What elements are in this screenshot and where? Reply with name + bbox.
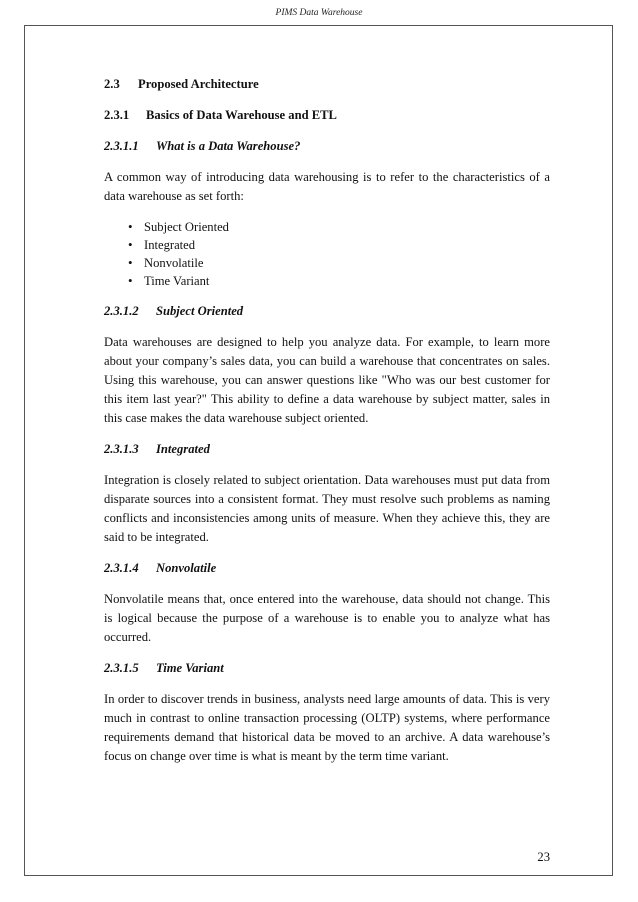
characteristics-list (104, 218, 550, 290)
section-heading-2-3-1-2 (104, 302, 550, 321)
section-title: Integrated (156, 442, 210, 456)
section-number: 2.3.1 (104, 108, 130, 122)
paragraph-subject-oriented: Data warehouses are designed to help you analyze data. For example, to learn more about your company’s sales data, you can build a warehouse that concentrates on sales. Using this warehouse, you can answer questions like "Who was our best customer for this item last year?" This ability to define a data warehouse by subject matter, sales in this case makes the data warehouse subject oriented. (104, 335, 550, 425)
paragraph-what-is-dw: A common way of introducing data warehousing is to refer to the characteristics of a data warehouse as set forth: (104, 170, 550, 203)
section-heading-2-3-1-4 (104, 559, 550, 578)
section-number: 2.3.1.1 (104, 139, 139, 153)
paragraph-integrated: Integration is closely related to subject orientation. Data warehouses must put data from disparate sources into a consistent format. They must resolve such problems as naming conflicts and inconsistencies among units of measure. When they achieve this, they are said to be integrated. (104, 473, 550, 544)
running-header: PIMS Data Warehouse (275, 8, 363, 18)
section-number: 2.3.1.4 (104, 561, 139, 575)
section-heading-2-3-1 (104, 106, 550, 125)
paragraph-nonvolatile: Nonvolatile means that, once entered into the warehouse, data should not change. This is logical because the purpose of a warehouse is to enable you to analyze what has occurred. (104, 592, 550, 644)
list-item: • Nonvolatile (144, 254, 550, 272)
section-title: Subject Oriented (156, 304, 244, 318)
section-number: 2.3 (104, 77, 120, 91)
list-item: • Integrated (144, 236, 550, 254)
section-title: Nonvolatile (156, 561, 217, 575)
section-number: 2.3.1.3 (104, 442, 139, 456)
list-item: • Subject Oriented (144, 218, 550, 236)
section-heading-2-3-1-1 (104, 137, 550, 156)
section-heading-2-3-1-5 (104, 659, 550, 678)
paragraph-time-variant: In order to discover trends in business, analysts need large amounts of data. This is very much in contrast to online transaction processing (OLTP) systems, where performance requirements demand that historical data be moved to an archive. A data warehouse’s focus on change over time is what is meant by the term time variant. (104, 692, 550, 763)
section-title: Time Variant (156, 661, 224, 675)
section-title: What is a Data Warehouse? (156, 139, 301, 153)
section-heading-2-3-1-3 (104, 440, 550, 459)
section-title: Basics of Data Warehouse and ETL (146, 108, 337, 122)
section-number: 2.3.1.2 (104, 304, 139, 318)
section-heading-2-3 (104, 75, 550, 94)
page-content (104, 75, 550, 778)
section-title: Proposed Architecture (138, 77, 259, 91)
page-number: 23 (537, 850, 550, 864)
section-number: 2.3.1.5 (104, 661, 139, 675)
list-item: • Time Variant (144, 272, 550, 290)
